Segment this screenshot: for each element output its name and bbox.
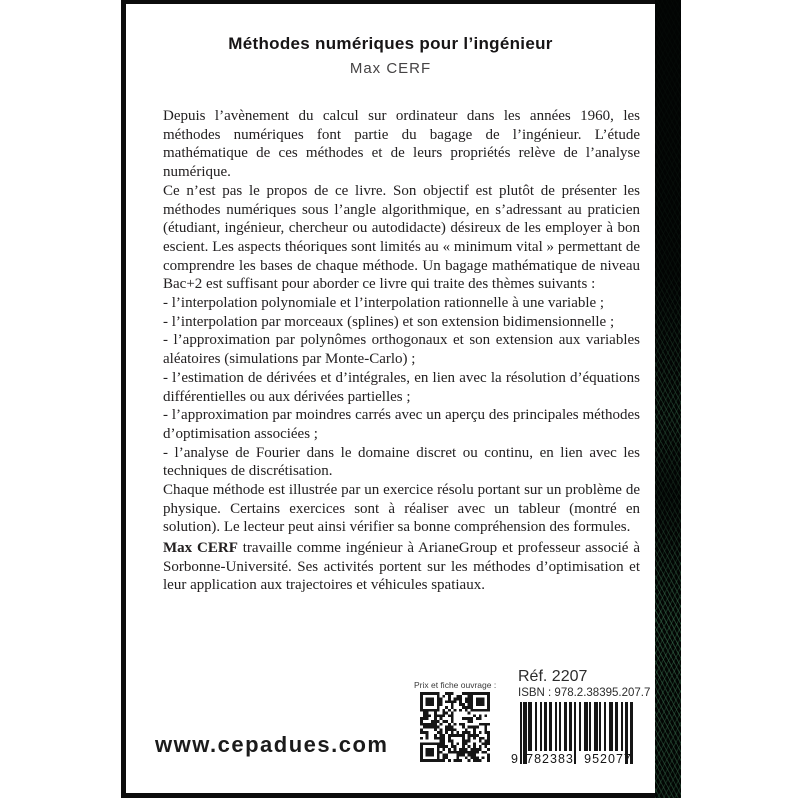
body-paragraph: - l’approximation par moindres carrés avec un aperçu des principales méthodes d’optimisation associées ;: [163, 407, 640, 442]
barcode-digits-right: 952077: [584, 752, 632, 766]
body-paragraph: - l’interpolation par morceaux (splines) et son extension bidimensionnelle ;: [163, 313, 615, 330]
body-paragraph: - l’estimation de dérivées et d’intégrales, en lien avec la résolution d’équations différentielles ou aux dérivées partielles ;: [163, 369, 640, 405]
cover-paper: [126, 4, 655, 793]
author-bio: [163, 539, 640, 595]
author-bio-name: Max CERF: [163, 540, 238, 556]
body-paragraph: - l’analyse de Fourier dans le domaine discret ou continu, en lien avec les techniques de discrétisation.: [163, 444, 640, 480]
book-title: Méthodes numériques pour l’ingénieur: [228, 34, 553, 53]
reference-block: [511, 668, 651, 766]
qr-code-icon: [420, 692, 490, 762]
book-cover: [121, 0, 681, 798]
body-paragraph: - l’interpolation polynomiale et l’interpolation rationnelle à une variable ;: [163, 295, 605, 312]
isbn-number: ISBN : 978.2.38395.207.7: [518, 687, 651, 699]
cover-header: [126, 34, 655, 77]
body-paragraph: - l’approximation par polynômes orthogonaux et son extension aux variables aléatoires (simulations par Monte-Carlo) ;: [163, 332, 640, 368]
qr-block: [414, 680, 496, 762]
author-bio-text: travaille comme ingénieur à ArianeGroup et professeur associé à Sorbonne-Université. Ses activités portent sur les méthodes d’optimisation et leur application aux trajectoires et véhicules spatiaux.: [163, 540, 640, 594]
book-author: Max CERF: [349, 60, 432, 77]
barcode-digits-left: 782383: [526, 752, 574, 766]
body-paragraph: Depuis l’avènement du calcul sur ordinateur dans les années 1960, les méthodes numériques font partie du bagage de l’ingénieur. L’étude mathématique de ces méthodes et de leurs propriétés relève de l’analyse numérique.: [163, 108, 640, 181]
body-text: [163, 107, 640, 537]
barcode-digit-lead: 9: [511, 752, 518, 766]
publisher-website: www.cepadues.com: [155, 732, 389, 757]
body-paragraph: Ce n’est pas le propos de ce livre. Son objectif est plutôt de présenter les méthodes numériques sous l’angle algorithmique, en s’adressant au praticien (étudiant, ingénieur, chercheur ou autodidacte) désireux de les employer à bon escient. Les aspects théoriques sont limités au « minimum vital » permettant de comprendre les bases de chaque méthode. Un bagage mathématique de niveau Bac+2 est suffisant pour aborder ce livre qui traite des thèmes suivants :: [163, 182, 640, 293]
qr-label: Prix et fiche ouvrage :: [414, 680, 497, 690]
front-cover-green-mesh-edge: [655, 0, 681, 798]
ean-barcode: [511, 702, 633, 766]
reference-number: Réf. 2207: [518, 668, 588, 685]
body-paragraph: Chaque méthode est illustrée par un exercice résolu portant sur un problème de physique. Certains exercices sont à réaliser avec un tableur (montré en solution). Le lecteur peut ainsi vérifier sa bonne compréhension des formules.: [163, 482, 640, 536]
